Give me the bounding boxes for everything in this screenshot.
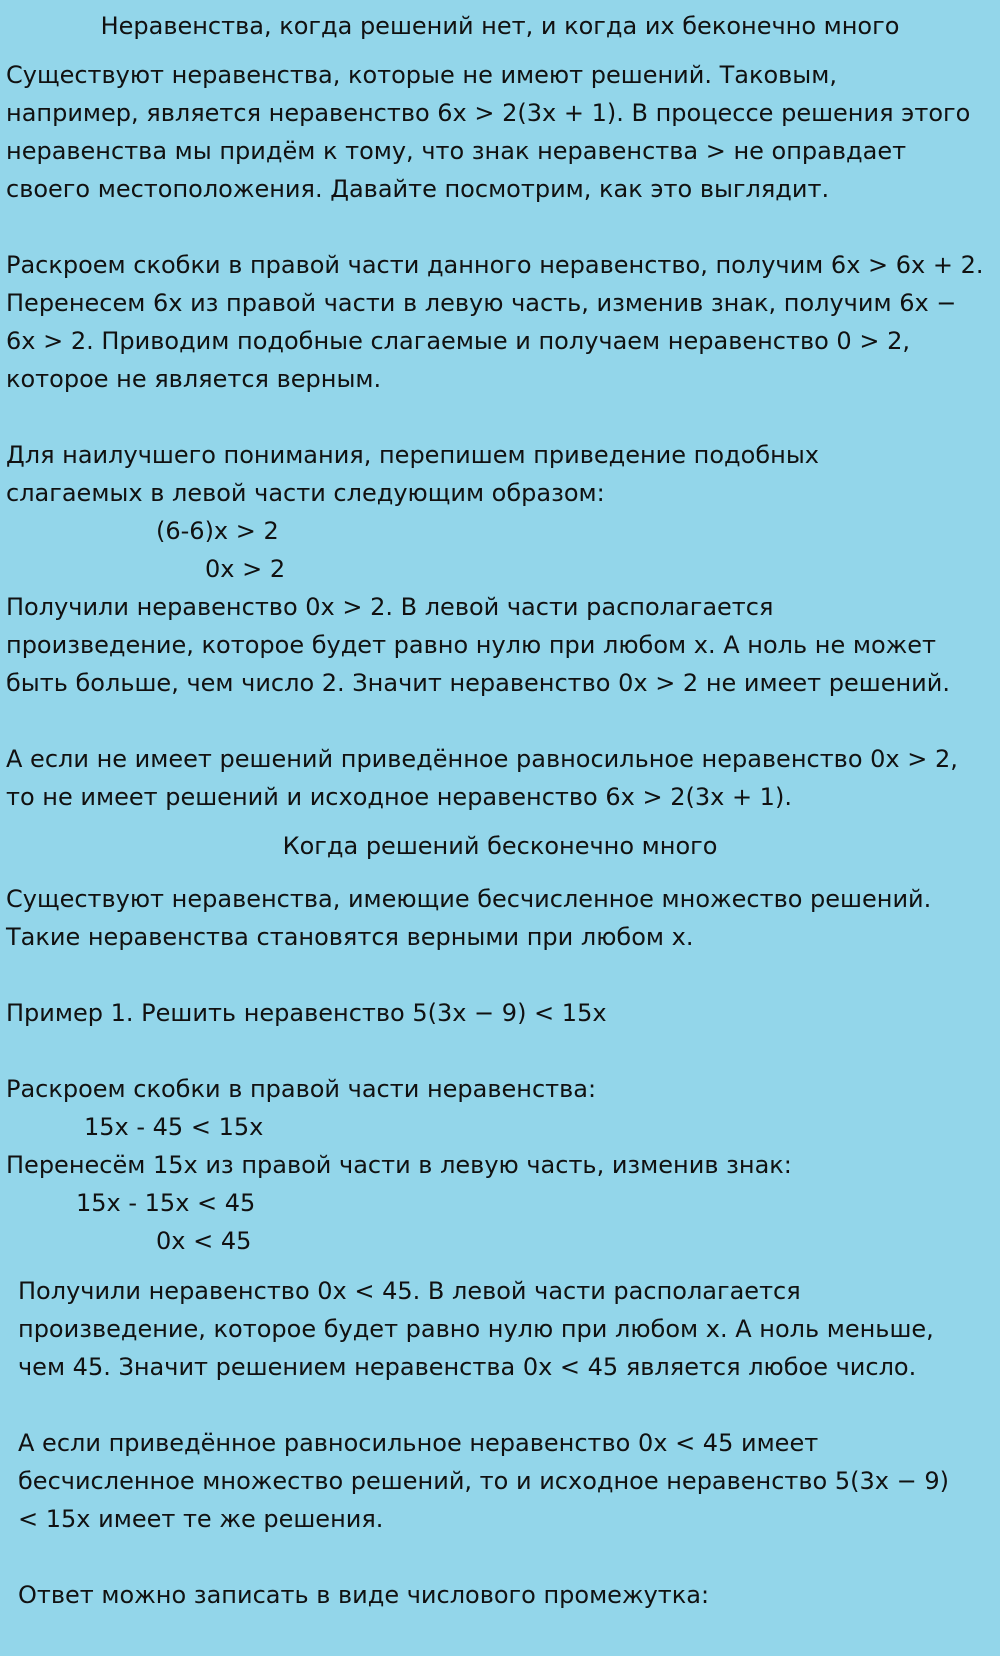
paragraph-example (6, 994, 996, 1032)
text-line: Перенесём 15x из правой части в левую часть, изменив знак: (6, 1151, 792, 1179)
text-line: А если не имеет решений приведённое равносильное неравенство 0x > 2, (6, 745, 958, 773)
text-line: Получили неравенство 0x > 2. В левой части располагается (6, 593, 774, 621)
paragraph-intro (6, 56, 996, 208)
text-line: бесчисленное множество решений, то и исходное неравенство 5(3x − 9) (18, 1467, 949, 1495)
formula-line: 15x - 15x < 45 (76, 1189, 256, 1217)
paragraph-answer (18, 1576, 1000, 1614)
formula-line: 0x > 2 (205, 555, 286, 583)
text-line: произведение, которое будет равно нулю при любом x. А ноль меньше, (18, 1315, 934, 1343)
paragraph-infinite-intro (6, 880, 996, 956)
text-line: своего местоположения. Давайте посмотрим, как это выглядит. (6, 175, 830, 203)
text-line: Раскроем скобки в правой части неравенства: (6, 1075, 597, 1103)
text-line: А если приведённое равносильное неравенство 0x < 45 имеет (18, 1429, 819, 1457)
text-line: < 15x имеет те же решения. (18, 1505, 384, 1533)
text-line: то не имеет решений и исходное неравенство 6x > 2(3x + 1). (6, 783, 792, 811)
text-line: Существуют неравенства, имеющие бесчисленное множество решений. (6, 885, 932, 913)
text-line: Получили неравенство 0x < 45. В левой части располагается (18, 1277, 801, 1305)
text-line: Раскроем скобки в правой части данного неравенство, получим 6x > 6x + 2. (6, 251, 984, 279)
paragraph-expand-brackets (6, 246, 996, 398)
text-line: Существуют неравенства, которые не имеют решений. Таковым, (6, 61, 837, 89)
paragraph-expand-right (6, 1070, 996, 1108)
text-line: произведение, которое будет равно нулю при любом x. А ноль не может (6, 631, 936, 659)
section-title-infinite-solutions: Когда решений бесконечно много (282, 832, 718, 860)
formula-line: (6-6)x > 2 (156, 517, 279, 545)
text-line: быть больше, чем число 2. Значит неравенство 0x > 2 не имеет решений. (6, 669, 951, 697)
text-line: Перенесем 6x из правой части в левую часть, изменив знак, получим 6x − (6, 289, 957, 317)
text-line: Такие неравенства становятся верными при любом x. (6, 923, 694, 951)
formula-line: 15x - 45 < 15x (84, 1113, 264, 1141)
paragraph-zero-less (18, 1272, 1000, 1386)
paragraph-infinite-conclusion (18, 1424, 1000, 1538)
text-line: Пример 1. Решить неравенство 5(3x − 9) < 15x (6, 999, 607, 1027)
text-line: например, является неравенство 6x > 2(3x + 1). В процессе решения этого (6, 99, 971, 127)
paragraph-rewrite (6, 436, 996, 512)
formula-line: 0x < 45 (156, 1227, 252, 1255)
text-line: неравенства мы придём к тому, что знак неравенства > не оправдает (6, 137, 907, 165)
text-line: Ответ можно записать в виде числового промежутка: (18, 1581, 710, 1609)
section-title-no-solutions: Неравенства, когда решений нет, и когда их беконечно много (100, 12, 900, 40)
text-line: чем 45. Значит решением неравенства 0x < 45 является любое число. (18, 1353, 917, 1381)
paragraph-zero-product (6, 588, 996, 702)
paragraph-conclusion (6, 740, 996, 816)
text-line: слагаемых в левой части следующим образом: (6, 479, 605, 507)
text-line: 6x > 2. Приводим подобные слагаемые и получаем неравенство 0 > 2, (6, 327, 910, 355)
text-line: Для наилучшего понимания, перепишем приведение подобных (6, 441, 819, 469)
text-line: которое не является верным. (6, 365, 382, 393)
paragraph-move-term (6, 1146, 996, 1184)
